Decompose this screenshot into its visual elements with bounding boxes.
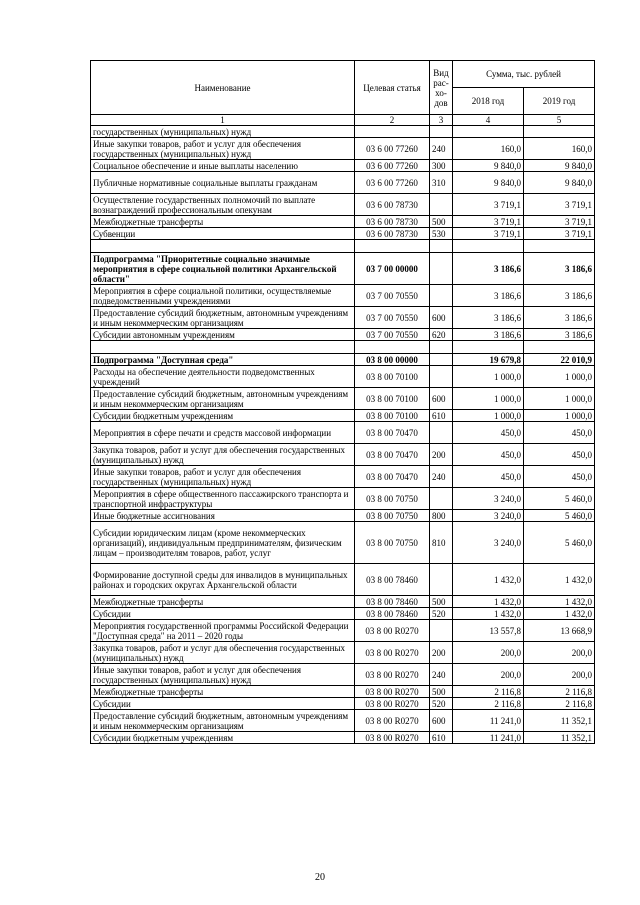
cell-code: 03 8 00 R0270	[355, 642, 430, 664]
cell-name	[91, 240, 355, 253]
spacer-row	[91, 240, 595, 253]
cell-y2018: 3 240,0	[453, 522, 524, 564]
cell-vid: 530	[430, 228, 453, 240]
cell-y2018: 3 240,0	[453, 510, 524, 522]
budget-table	[90, 60, 595, 744]
cell-name: Предоставление субсидий бюджетным, автономным учреждениям и иным некоммерческим организациям	[91, 307, 355, 329]
cell-y2019: 9 840,0	[524, 172, 595, 194]
cell-y2018: 3 240,0	[453, 488, 524, 510]
cell-y2019: 5 460,0	[524, 488, 595, 510]
cell-y2018: 9 840,0	[453, 160, 524, 172]
cell-y2018: 13 557,8	[453, 620, 524, 642]
cell-y2018: 1 432,0	[453, 564, 524, 596]
cell-vid	[430, 354, 453, 366]
header-2018: 2018 год	[453, 88, 524, 115]
cell-y2019: 3 186,6	[524, 285, 595, 307]
cell-vid: 500	[430, 596, 453, 608]
cell-name	[91, 341, 355, 354]
cell-y2018: 3 719,1	[453, 216, 524, 228]
table-row	[91, 608, 595, 620]
cell-y2019: 3 719,1	[524, 228, 595, 240]
cell-y2019: 3 186,6	[524, 329, 595, 341]
cell-vid: 600	[430, 307, 453, 329]
cell-y2018: 1 432,0	[453, 596, 524, 608]
cell-name: Осуществление государственных полномочий по выплате вознаграждений профессиональным опекунам	[91, 194, 355, 216]
cell-code: 03 6 00 77260	[355, 138, 430, 160]
cell-vid	[430, 488, 453, 510]
cell-y2019: 160,0	[524, 138, 595, 160]
cell-code	[355, 240, 430, 253]
table-row	[91, 422, 595, 444]
colnum-4: 4	[453, 115, 524, 126]
cell-name: Подпрограмма "Приоритетные социально значимые мероприятия в сфере социальной политики Архангельской области"	[91, 253, 355, 285]
cell-vid: 310	[430, 172, 453, 194]
header-name: Наименование	[91, 61, 355, 115]
cell-vid: 520	[430, 608, 453, 620]
cell-vid: 200	[430, 642, 453, 664]
cell-y2018: 160,0	[453, 138, 524, 160]
table-row	[91, 216, 595, 228]
cell-y2019	[524, 341, 595, 354]
header-2019: 2019 год	[524, 88, 595, 115]
cell-y2018: 19 679,8	[453, 354, 524, 366]
cell-code: 03 8 00 70100	[355, 388, 430, 410]
cell-y2018: 11 241,0	[453, 710, 524, 732]
colnum-1: 1	[91, 115, 355, 126]
cell-y2018: 3 719,1	[453, 194, 524, 216]
cell-y2018: 450,0	[453, 466, 524, 488]
cell-y2018	[453, 341, 524, 354]
cell-name: Мероприятия в сфере общественного пассажирского транспорта и транспортной инфраструктуры	[91, 488, 355, 510]
cell-y2018: 3 719,1	[453, 228, 524, 240]
cell-y2019: 11 352,1	[524, 732, 595, 744]
cell-code: 03 8 00 70750	[355, 510, 430, 522]
cell-vid: 620	[430, 329, 453, 341]
header-target: Целевая статья	[355, 61, 430, 115]
cell-code: 03 7 00 70550	[355, 307, 430, 329]
cell-code: 03 6 00 78730	[355, 194, 430, 216]
header-sum: Сумма, тыс. рублей	[453, 61, 595, 88]
cell-y2019	[524, 240, 595, 253]
cell-name: Мероприятия в сфере социальной политики, осуществляемые подведомственными учреждениями	[91, 285, 355, 307]
cell-vid: 200	[430, 444, 453, 466]
cell-y2018: 3 186,6	[453, 307, 524, 329]
cell-y2019: 200,0	[524, 664, 595, 686]
cell-vid: 810	[430, 522, 453, 564]
table-row	[91, 138, 595, 160]
cell-vid	[430, 285, 453, 307]
cell-code: 03 6 00 78730	[355, 228, 430, 240]
cell-vid	[430, 620, 453, 642]
cell-name: Иные закупки товаров, работ и услуг для обеспечения государственных (муниципальных) нужд	[91, 664, 355, 686]
cell-y2018	[453, 240, 524, 253]
table-row	[91, 596, 595, 608]
cell-name: Закупка товаров, работ и услуг для обеспечения государственных (муниципальных) нужд	[91, 444, 355, 466]
cell-name: Расходы на обеспечение деятельности подведомственных учреждений	[91, 366, 355, 388]
table-row	[91, 354, 595, 366]
cell-vid	[430, 341, 453, 354]
cell-y2018: 2 116,8	[453, 686, 524, 698]
table-row	[91, 732, 595, 744]
cell-y2019: 450,0	[524, 444, 595, 466]
cell-y2019: 1 000,0	[524, 410, 595, 422]
cell-code	[355, 126, 430, 138]
cell-y2019: 200,0	[524, 642, 595, 664]
cell-y2018: 3 186,6	[453, 329, 524, 341]
header-vid: Вид рас-хо-дов	[430, 61, 453, 115]
cell-name: Иные закупки товаров, работ и услуг для обеспечения государственных (муниципальных) нужд	[91, 466, 355, 488]
cell-name: Субсидии	[91, 608, 355, 620]
cell-y2019: 5 460,0	[524, 522, 595, 564]
cell-code: 03 7 00 00000	[355, 253, 430, 285]
cell-y2019: 9 840,0	[524, 160, 595, 172]
cell-code: 03 8 00 R0270	[355, 698, 430, 710]
cell-code: 03 8 00 70470	[355, 422, 430, 444]
table-row	[91, 664, 595, 686]
cell-name: Субсидии бюджетным учреждениям	[91, 410, 355, 422]
table-row	[91, 466, 595, 488]
cell-vid	[430, 194, 453, 216]
table-row	[91, 620, 595, 642]
table-body	[91, 126, 595, 744]
page-number: 20	[315, 872, 325, 883]
cell-code: 03 8 00 78460	[355, 596, 430, 608]
cell-y2019: 3 186,6	[524, 253, 595, 285]
cell-name: Межбюджетные трансферты	[91, 216, 355, 228]
cell-y2019: 2 116,8	[524, 698, 595, 710]
colnum-5: 5	[524, 115, 595, 126]
cell-y2018: 200,0	[453, 642, 524, 664]
cell-vid: 300	[430, 160, 453, 172]
table-row	[91, 710, 595, 732]
cell-vid	[430, 253, 453, 285]
cell-vid	[430, 366, 453, 388]
table-row	[91, 564, 595, 596]
cell-code: 03 7 00 70550	[355, 285, 430, 307]
cell-name: Межбюджетные трансферты	[91, 686, 355, 698]
colnum-3: 3	[430, 115, 453, 126]
cell-y2019: 2 116,8	[524, 686, 595, 698]
cell-y2019: 5 460,0	[524, 510, 595, 522]
cell-vid: 240	[430, 664, 453, 686]
cell-code: 03 8 00 00000	[355, 354, 430, 366]
cell-y2019: 3 719,1	[524, 216, 595, 228]
cell-vid: 610	[430, 732, 453, 744]
cell-code: 03 8 00 70100	[355, 366, 430, 388]
cell-code: 03 8 00 70750	[355, 522, 430, 564]
cell-vid: 240	[430, 138, 453, 160]
cell-code: 03 7 00 70550	[355, 329, 430, 341]
table-row	[91, 522, 595, 564]
table-row	[91, 307, 595, 329]
table-row	[91, 126, 595, 138]
table-row	[91, 329, 595, 341]
cell-y2018: 1 000,0	[453, 410, 524, 422]
cell-y2018: 1 432,0	[453, 608, 524, 620]
cell-name: Субсидии юридическим лицам (кроме некоммерческих организаций), индивидуальным предпринимателям, физическим лицам – производителям товаров, работ, услуг	[91, 522, 355, 564]
cell-name: Закупка товаров, работ и услуг для обеспечения государственных (муниципальных) нужд	[91, 642, 355, 664]
cell-y2018: 3 186,6	[453, 285, 524, 307]
cell-code: 03 6 00 77260	[355, 160, 430, 172]
table-header	[91, 61, 595, 126]
cell-name: Межбюджетные трансферты	[91, 596, 355, 608]
cell-code: 03 8 00 78460	[355, 608, 430, 620]
table-row	[91, 285, 595, 307]
cell-y2018: 2 116,8	[453, 698, 524, 710]
cell-name: Мероприятия в сфере печати и средств массовой информации	[91, 422, 355, 444]
cell-name: Публичные нормативные социальные выплаты гражданам	[91, 172, 355, 194]
cell-code: 03 8 00 78460	[355, 564, 430, 596]
cell-name: государственных (муниципальных) нужд	[91, 126, 355, 138]
cell-y2018: 3 186,6	[453, 253, 524, 285]
cell-name: Иные закупки товаров, работ и услуг для обеспечения государственных (муниципальных) нужд	[91, 138, 355, 160]
cell-vid: 610	[430, 410, 453, 422]
cell-name: Социальное обеспечение и иные выплаты населению	[91, 160, 355, 172]
cell-y2019: 13 668,9	[524, 620, 595, 642]
cell-code: 03 6 00 78730	[355, 216, 430, 228]
cell-code: 03 8 00 R0270	[355, 732, 430, 744]
cell-y2019: 3 719,1	[524, 194, 595, 216]
table-row	[91, 194, 595, 216]
cell-code: 03 8 00 R0270	[355, 710, 430, 732]
cell-code	[355, 341, 430, 354]
cell-name: Предоставление субсидий бюджетным, автономным учреждениям и иным некоммерческим организациям	[91, 388, 355, 410]
cell-y2019: 1 432,0	[524, 564, 595, 596]
table-row	[91, 388, 595, 410]
cell-code: 03 8 00 R0270	[355, 686, 430, 698]
cell-vid	[430, 422, 453, 444]
table-row	[91, 172, 595, 194]
cell-code: 03 8 00 R0270	[355, 664, 430, 686]
cell-y2019: 1 000,0	[524, 366, 595, 388]
cell-y2019: 11 352,1	[524, 710, 595, 732]
cell-name: Субсидии автономным учреждениям	[91, 329, 355, 341]
table-row	[91, 510, 595, 522]
cell-y2019: 1 432,0	[524, 596, 595, 608]
cell-vid: 800	[430, 510, 453, 522]
cell-code: 03 8 00 70100	[355, 410, 430, 422]
cell-y2018: 11 241,0	[453, 732, 524, 744]
cell-vid: 240	[430, 466, 453, 488]
cell-code: 03 8 00 R0270	[355, 620, 430, 642]
cell-y2019: 22 010,9	[524, 354, 595, 366]
cell-code: 03 8 00 70470	[355, 444, 430, 466]
cell-y2018: 450,0	[453, 422, 524, 444]
cell-vid: 520	[430, 698, 453, 710]
table-row	[91, 642, 595, 664]
table-row	[91, 228, 595, 240]
table-row	[91, 698, 595, 710]
table-row	[91, 410, 595, 422]
cell-code: 03 8 00 70470	[355, 466, 430, 488]
colnum-2: 2	[355, 115, 430, 126]
cell-vid: 600	[430, 388, 453, 410]
cell-y2018: 200,0	[453, 664, 524, 686]
table-row	[91, 253, 595, 285]
spacer-row	[91, 341, 595, 354]
cell-y2018: 450,0	[453, 444, 524, 466]
table-row	[91, 366, 595, 388]
cell-name: Предоставление субсидий бюджетным, автономным учреждениям и иным некоммерческим организациям	[91, 710, 355, 732]
cell-y2019: 450,0	[524, 422, 595, 444]
cell-name: Субсидии	[91, 698, 355, 710]
cell-y2018: 9 840,0	[453, 172, 524, 194]
cell-name: Подпрограмма "Доступная среда"	[91, 354, 355, 366]
cell-y2018: 1 000,0	[453, 366, 524, 388]
cell-y2019: 1 000,0	[524, 388, 595, 410]
cell-name: Субвенции	[91, 228, 355, 240]
cell-name: Мероприятия государственной программы Российской Федерации "Доступная среда" на 2011 – 2020 годы	[91, 620, 355, 642]
cell-vid: 500	[430, 686, 453, 698]
cell-name: Иные бюджетные ассигнования	[91, 510, 355, 522]
table-row	[91, 686, 595, 698]
cell-vid: 500	[430, 216, 453, 228]
cell-code: 03 8 00 70750	[355, 488, 430, 510]
cell-y2019: 1 432,0	[524, 608, 595, 620]
cell-y2019	[524, 126, 595, 138]
table-row	[91, 160, 595, 172]
cell-code: 03 6 00 77260	[355, 172, 430, 194]
cell-vid	[430, 126, 453, 138]
cell-vid	[430, 240, 453, 253]
cell-vid: 600	[430, 710, 453, 732]
cell-vid	[430, 564, 453, 596]
cell-y2018: 1 000,0	[453, 388, 524, 410]
table-row	[91, 444, 595, 466]
cell-name: Формирование доступной среды для инвалидов в муниципальных районах и городских округах Архангельской области	[91, 564, 355, 596]
cell-y2019: 3 186,6	[524, 307, 595, 329]
table-row	[91, 488, 595, 510]
cell-name: Субсидии бюджетным учреждениям	[91, 732, 355, 744]
cell-y2019: 450,0	[524, 466, 595, 488]
cell-y2018	[453, 126, 524, 138]
